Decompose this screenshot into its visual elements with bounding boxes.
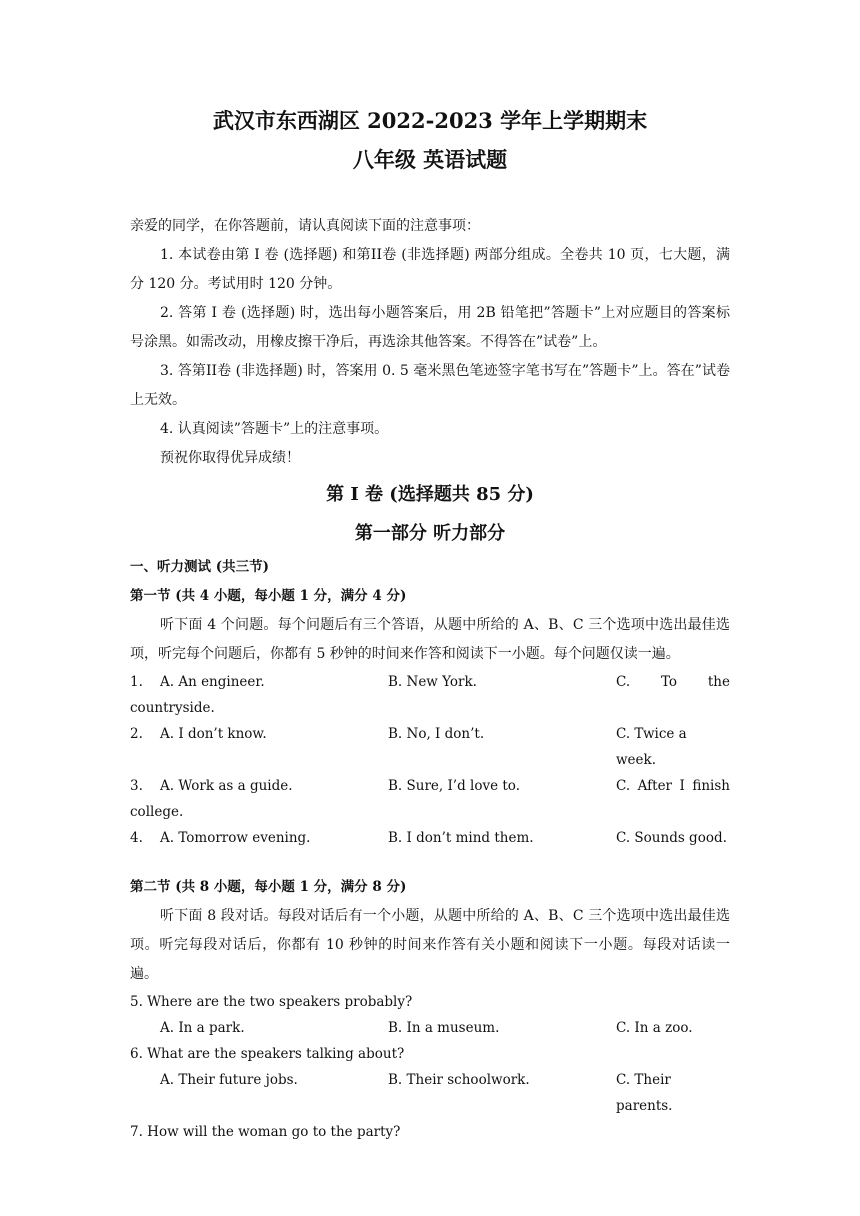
notice-greeting: 亲爱的同学，在你答题前，请认真阅读下面的注意事项： (130, 218, 480, 234)
notice-item-4: 4. 认真阅读”答题卡”上的注意事项。 (160, 421, 389, 437)
option-c-wrap: countryside. (130, 700, 215, 716)
notice-wish: 预祝你取得优异成绩！ (160, 450, 300, 466)
question-number: 2. (130, 726, 143, 742)
section1-instructions: 听下面 4 个问题。每个问题后有三个答语，从题中所给的 A、B、C 三个选项中选出最佳选项，听完每个问题后，你都有 5 秒钟的时间来作答和阅读下一小题。每个问题仅读一遍。 (130, 617, 730, 662)
question-row-2 (130, 721, 730, 773)
option-a: A. Work as a guide. (160, 778, 293, 794)
question-5-options (130, 1015, 730, 1041)
exam-title-line2: 八年级 英语试题 (352, 147, 508, 172)
option-c: C. To the (616, 674, 730, 690)
option-c: C. Sounds good. (616, 830, 727, 846)
question-5: 5. Where are the two speakers probably? (130, 994, 413, 1010)
volume-title: 第 I 卷 (选择题共 85 分) (326, 484, 534, 505)
option-b: B. In a museum. (388, 1020, 500, 1036)
option-c: C. In a zoo. (616, 1020, 693, 1036)
question-row-3 (130, 773, 730, 799)
section1-heading: 第一节 (共 4 小题，每小题 1 分，满分 4 分) (130, 588, 407, 604)
notice-item-1: 1. 本试卷由第 I 卷 (选择题) 和第II卷 (非选择题) 两部分组成。全卷共 10 页，七大题，满分 120 分。考试用时 120 分钟。 (130, 247, 730, 292)
option-b: B. New York. (388, 674, 477, 690)
question-7: 7. How will the woman go to the party? (130, 1124, 401, 1140)
part-title: 第一部分 听力部分 (354, 523, 506, 544)
listening-heading: 一、听力测试 (共三节) (130, 559, 269, 575)
option-a: A. In a park. (160, 1020, 245, 1036)
page-content (130, 104, 730, 1145)
notice-item-2: 2. 答第 I 卷 (选择题) 时，选出每小题答案后，用 2B 铅笔把”答题卡”上对应题目的答案标号涂黑。如需改动，用橡皮擦干净后，再选涂其他答案。不得答在”试卷”上。 (130, 305, 730, 350)
question-number: 3. (130, 778, 143, 794)
question-row-4 (130, 825, 730, 851)
option-c: C. After I finish (616, 778, 730, 794)
option-b: B. No, I don’t. (388, 726, 485, 742)
option-b: B. I don’t mind them. (388, 830, 534, 846)
option-b: B. Their schoolwork. (388, 1072, 530, 1088)
option-a: A. Tomorrow evening. (160, 830, 311, 846)
option-a: A. Their future jobs. (160, 1072, 298, 1088)
section2-heading: 第二节 (共 8 小题，每小题 1 分，满分 8 分) (130, 879, 407, 895)
exam-title-line1: 武汉市东西湖区 2022-2023 学年上学期期末 (212, 108, 648, 133)
option-c-wrap: college. (130, 804, 184, 820)
question-row-1 (130, 669, 730, 695)
section2-instructions: 听下面 8 段对话。每段对话后有一个小题，从题中所给的 A、B、C 三个选项中选出最佳选项。听完每段对话后，你都有 10 秒钟的时间来作答有关小题和阅读下一小题。每段对话读一遍。 (130, 908, 730, 982)
option-b: B. Sure, I’d love to. (388, 778, 520, 794)
question-number: 4. (130, 830, 143, 846)
option-c: C. Twice a week. (616, 726, 687, 768)
option-a: A. I don’t know. (160, 726, 267, 742)
question-number: 1. (130, 674, 143, 690)
question-6-options (130, 1067, 730, 1119)
notice-item-3: 3. 答第II卷 (非选择题) 时，答案用 0. 5 毫米黑色笔迹签字笔书写在”答题卡”上。答在”试卷上无效。 (130, 363, 730, 408)
option-c: C. Their parents. (616, 1072, 673, 1114)
question-6: 6. What are the speakers talking about? (130, 1046, 405, 1062)
spacer (130, 851, 730, 873)
option-a: A. An engineer. (160, 674, 265, 690)
